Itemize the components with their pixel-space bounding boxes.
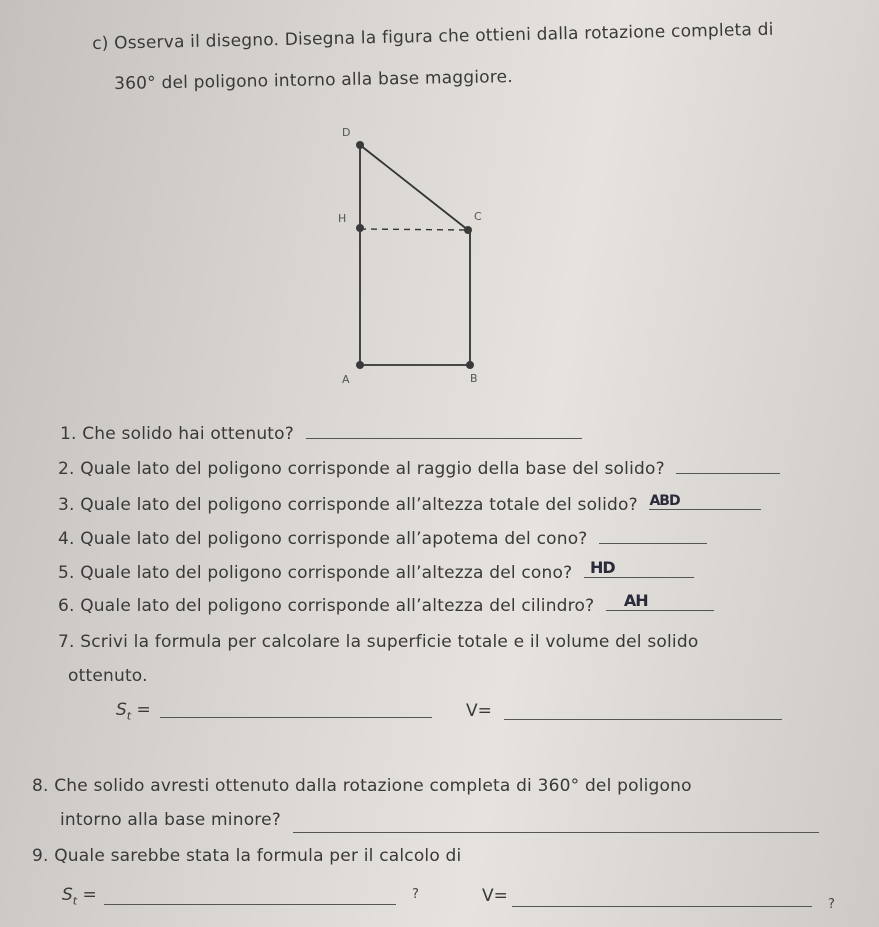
question-1 — [60, 424, 582, 444]
question-1-text: 1. Che solido hai ottenuto? — [60, 424, 294, 444]
answer-5-handwritten: HD — [589, 558, 615, 577]
question-5 — [58, 558, 694, 583]
question-8-line-2 — [60, 810, 819, 830]
answer-5-field[interactable] — [584, 558, 694, 578]
label-c: C — [474, 210, 482, 223]
question-6-text: 6. Quale lato del poligono corrisponde all’altezza del cilindro? — [58, 596, 595, 616]
surface-answer-field-q7[interactable] — [160, 703, 432, 718]
vertex-h — [356, 224, 364, 232]
question-9: 9. Quale sarebbe stata la formula per il calcolo di — [32, 846, 462, 866]
answer-4-field[interactable] — [599, 529, 707, 544]
label-a: A — [342, 373, 350, 386]
answer-1-field[interactable] — [306, 424, 582, 439]
answer-3-field[interactable] — [649, 495, 761, 510]
question-3 — [58, 495, 761, 515]
label-d: D — [342, 126, 351, 139]
question-2 — [58, 459, 780, 479]
volume-answer-field-q7[interactable] — [504, 705, 782, 720]
vertex-a — [356, 361, 364, 369]
question-4-text: 4. Quale lato del poligono corrisponde all’apotema del cono? — [58, 529, 588, 549]
question-4 — [58, 529, 707, 549]
question-3-text: 3. Quale lato del poligono corrisponde all’altezza totale del solido? — [58, 495, 638, 515]
intro-line-1: c) Osserva il disegno. Disegna la figura che ottieni dalla rotazione completa di — [92, 19, 774, 54]
volume-formula-q9: V= — [482, 886, 508, 906]
answer-8-field[interactable] — [293, 818, 819, 833]
vertex-d — [356, 141, 364, 149]
answer-2-field[interactable] — [676, 459, 780, 474]
question-8-line-1: 8. Che solido avresti ottenuto dalla rotazione completa di 360° del poligono — [32, 776, 692, 796]
question-6 — [58, 591, 714, 616]
question-2-text: 2. Quale lato del poligono corrisponde al raggio della base del solido? — [58, 459, 665, 479]
side-dc — [360, 145, 468, 230]
question-7-line-1: 7. Scrivi la formula per calcolare la superficie totale e il volume del solido — [58, 632, 699, 652]
dashed-hc — [360, 229, 468, 230]
label-h: H — [338, 212, 347, 225]
surface-formula-q9: $S_t$ = — [62, 885, 97, 908]
label-b: B — [470, 372, 478, 385]
polygon-diagram — [320, 120, 520, 400]
question-8-text: intorno alla base minore? — [60, 810, 282, 830]
surface-formula-q7: $S_t$ = — [116, 700, 151, 723]
question-mark-1: ? — [412, 887, 419, 902]
volume-formula-q7: V= — [466, 701, 492, 721]
question-mark-2: ? — [828, 897, 835, 912]
intro-line-2: 360° del poligono intorno alla base maggiore. — [114, 67, 514, 94]
surface-answer-field-q9[interactable] — [104, 890, 396, 905]
answer-6-handwritten: AH — [623, 591, 648, 610]
answer-3-handwritten: ABD — [649, 493, 680, 509]
question-7-line-2: ottenuto. — [68, 666, 148, 686]
answer-6-field[interactable] — [606, 591, 714, 611]
vertex-c — [464, 226, 472, 234]
volume-answer-field-q9[interactable] — [512, 892, 812, 907]
question-5-text: 5. Quale lato del poligono corrisponde all’altezza del cono? — [58, 563, 573, 583]
vertex-b — [466, 361, 474, 369]
